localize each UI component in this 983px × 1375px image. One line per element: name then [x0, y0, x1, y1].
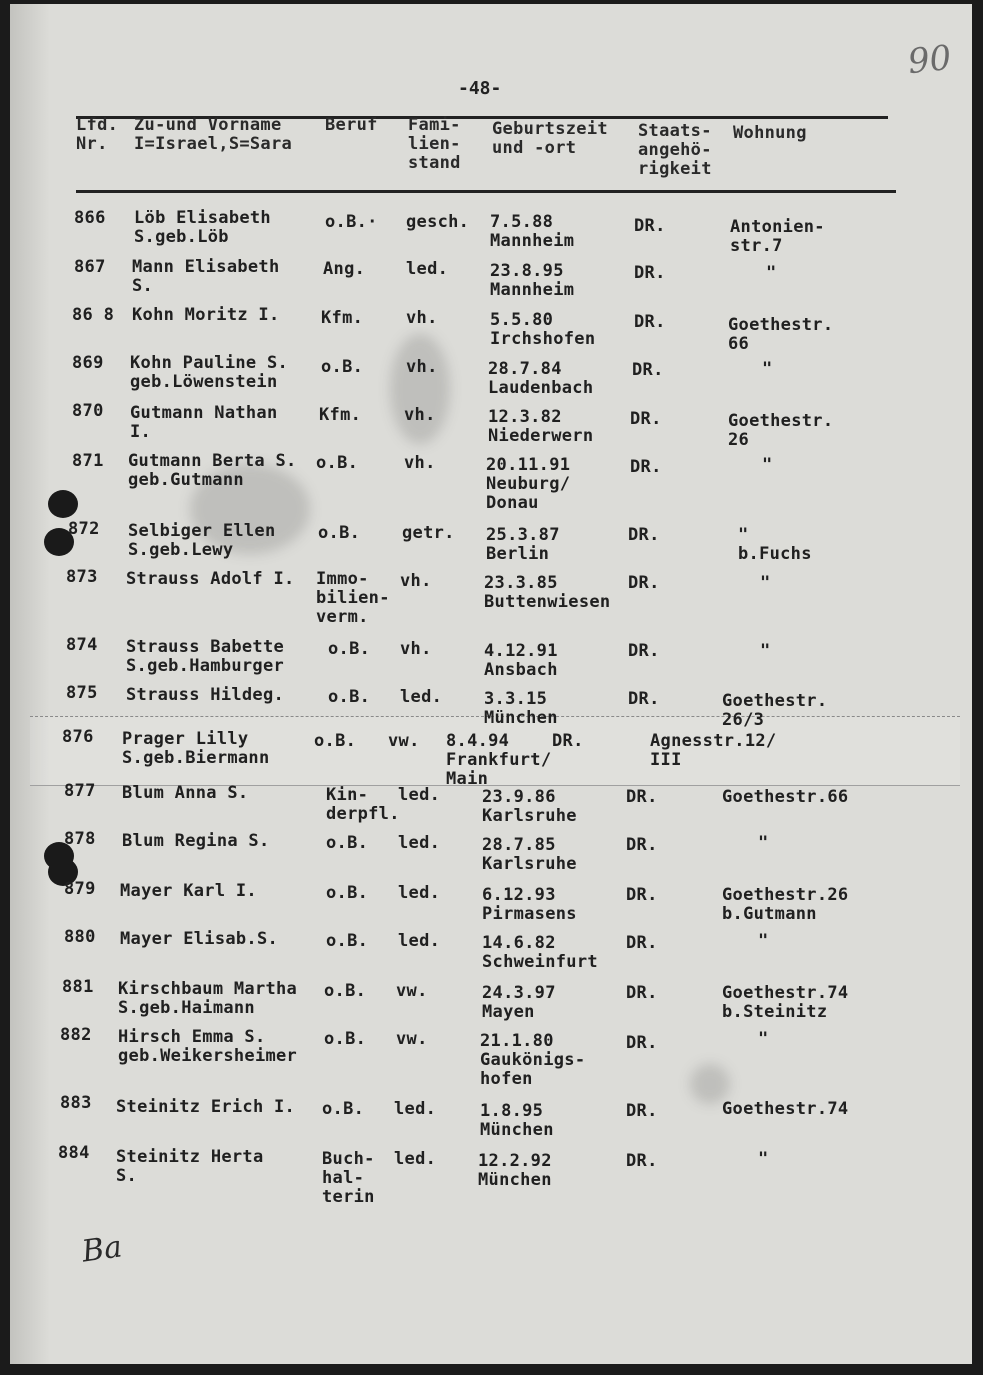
ink-smudge: [390, 334, 450, 444]
row-staat: DR.: [626, 933, 658, 953]
row-nr: 883: [60, 1093, 92, 1113]
row-geburt: 21.1.80 Gaukönigs- hofen: [480, 1031, 586, 1089]
row-name: Kirschbaum Martha S.geb.Haimann: [118, 979, 298, 1018]
row-stand: led.: [394, 1149, 437, 1169]
row-nr: 867: [74, 257, 106, 277]
row-wohnung: ": [758, 1029, 769, 1049]
row-staat: DR.: [626, 1033, 658, 1053]
row-wohnung: ": [758, 931, 769, 951]
row-geburt: 5.5.80 Irchshofen: [490, 310, 596, 349]
row-nr: 875: [66, 683, 98, 703]
row-beruf: o.B.: [314, 731, 357, 751]
handwritten-initials: Ba: [79, 1229, 125, 1270]
row-nr: 882: [60, 1025, 92, 1045]
row-geburt: 6.12.93 Pirmasens: [482, 885, 577, 924]
page-number: -48-: [458, 78, 502, 99]
row-geburt: 28.7.84 Laudenbach: [488, 359, 594, 398]
row-nr: 872: [68, 519, 100, 539]
row-stand: vh.: [406, 357, 438, 377]
row-beruf: o.B.: [318, 523, 361, 543]
row-staat: DR.: [552, 731, 584, 751]
row-staat: DR.: [634, 263, 666, 283]
row-stand: vw.: [388, 731, 420, 751]
row-wohnung: ": [762, 455, 773, 475]
row-geburt: 14.6.82 Schweinfurt: [482, 933, 598, 972]
row-nr: 871: [72, 451, 104, 471]
row-wohnung: ": [760, 641, 771, 661]
row-geburt: 7.5.88 Mannheim: [490, 212, 575, 251]
ink-smudge: [690, 1064, 730, 1104]
row-wohnung: ": [762, 359, 773, 379]
row-staat: DR.: [626, 983, 658, 1003]
punch-hole: [48, 490, 78, 518]
header-bottom-rule: [76, 190, 896, 193]
row-wohnung: ": [760, 573, 771, 593]
row-name: Steinitz Erich I.: [116, 1097, 296, 1117]
row-name: Kohn Pauline S. geb.Löwenstein: [130, 353, 289, 392]
row-geburt: 23.8.95 Mannheim: [490, 261, 575, 300]
page-shadow: [10, 4, 50, 1364]
row-stand: vh.: [406, 308, 438, 328]
col-header-familienstand: Fami- lien- stand: [408, 115, 461, 173]
row-wohnung: Goethestr. 66: [728, 315, 834, 354]
row-staat: DR.: [628, 525, 660, 545]
row-beruf: o.B.: [326, 833, 369, 853]
col-header-name: Zu-und Vorname I=Israel,S=Sara: [134, 115, 293, 154]
row-name: Löb Elisabeth S.geb.Löb: [134, 208, 271, 247]
row-nr: 881: [62, 977, 94, 997]
row-stand: gesch.: [406, 212, 470, 232]
row-geburt: 23.3.85 Buttenwiesen: [484, 573, 611, 612]
row-beruf: o.B.: [324, 1029, 367, 1049]
row-staat: DR.: [626, 1101, 658, 1121]
row-nr: 878: [64, 829, 96, 849]
row-wohnung: " b.Fuchs: [738, 525, 812, 564]
row-wohnung: ": [758, 833, 769, 853]
row-stand: led.: [398, 931, 441, 951]
row-beruf: Kfm.: [321, 308, 364, 328]
col-header-beruf: Beruf: [325, 115, 378, 135]
col-header-staat: Staats- angehö- rigkeit: [638, 121, 712, 179]
row-staat: DR.: [626, 787, 658, 807]
row-stand: vh.: [404, 405, 436, 425]
row-name: Mayer Elisab.S.: [120, 929, 279, 949]
row-nr: 873: [66, 567, 98, 587]
row-staat: DR.: [628, 573, 660, 593]
row-wohnung: Agnesstr.12/ III: [650, 731, 777, 770]
document-page: [10, 4, 972, 1364]
row-staat: DR.: [626, 885, 658, 905]
row-name: Blum Regina S.: [122, 831, 270, 851]
row-name: Mann Elisabeth S.: [132, 257, 280, 296]
row-geburt: 20.11.91 Neuburg/ Donau: [486, 455, 571, 513]
col-header-wohnung: Wohnung: [733, 123, 807, 143]
row-geburt: 24.3.97 Mayen: [482, 983, 556, 1022]
row-stand: vw.: [396, 981, 428, 1001]
row-wohnung: Goethestr. 26: [728, 411, 834, 450]
row-beruf: o.B.: [326, 931, 369, 951]
row-staat: DR.: [632, 360, 664, 380]
row-name: Gutmann Berta S.: [128, 451, 297, 471]
row-stand: led.: [406, 259, 449, 279]
row-staat: DR.: [634, 312, 666, 332]
row-geburt: 12.2.92 München: [478, 1151, 552, 1190]
handwritten-page-number: 90: [906, 37, 954, 83]
row-staat: DR.: [628, 689, 660, 709]
row-beruf: Ang.: [323, 259, 366, 279]
col-header-geburt: Geburtszeit und -ort: [492, 119, 608, 158]
row-beruf: Kin- derpfl.: [326, 785, 400, 824]
row-wohnung: Goethestr.74: [722, 1099, 849, 1119]
row-stand: led.: [398, 883, 441, 903]
row-name: Strauss Babette S.geb.Hamburger: [126, 637, 285, 676]
col-header-lfd-nr: Lfd. Nr.: [76, 115, 119, 154]
row-stand: led.: [398, 785, 441, 805]
row-stand: led.: [400, 687, 443, 707]
row-geburt: 12.3.82 Niederwern: [488, 407, 594, 446]
row-nr: 884: [58, 1143, 90, 1163]
row-geburt: 25.3.87 Berlin: [486, 525, 560, 564]
row-name: Blum Anna S.: [122, 783, 249, 803]
row-staat: DR.: [628, 641, 660, 661]
row-geburt: 3.3.15 München: [484, 689, 558, 728]
row-beruf: o.B.: [316, 453, 359, 473]
row-nr: 877: [64, 781, 96, 801]
row-beruf: Immo- bilien- verm.: [316, 569, 390, 627]
row-beruf: Kfm.: [319, 405, 362, 425]
row-wohnung: Goethestr.74 b.Steinitz: [722, 983, 849, 1022]
row-nr: 869: [72, 353, 104, 373]
row-wohnung: Goethestr. 26/3: [722, 691, 828, 730]
row-staat: DR.: [634, 216, 666, 236]
row-beruf: o.B.·: [325, 212, 378, 232]
row-geburt: 23.9.86 Karlsruhe: [482, 787, 577, 826]
row-staat: DR.: [626, 1151, 658, 1171]
row-nr: 874: [66, 635, 98, 655]
row-name: Selbiger Ellen S.geb.Lewy: [128, 521, 276, 560]
row-staat: DR.: [630, 409, 662, 429]
row-wohnung: Goethestr.66: [722, 787, 849, 807]
row-nr: 870: [72, 401, 104, 421]
row-name: Mayer Karl I.: [120, 881, 257, 901]
row-stand: vh.: [404, 453, 436, 473]
row-stand: led.: [398, 833, 441, 853]
row-beruf: o.B.: [324, 981, 367, 1001]
row-geburt: 1.8.95 München: [480, 1101, 554, 1140]
row-staat: DR.: [626, 835, 658, 855]
row-nr: 876: [62, 727, 94, 747]
row-stand: vw.: [396, 1029, 428, 1049]
row-nr: 880: [64, 927, 96, 947]
row-name: Gutmann Nathan I.: [130, 403, 278, 442]
row-stand: vh.: [400, 639, 432, 659]
row-beruf: o.B.: [321, 357, 364, 377]
row-geburt: 8.4.94 Frankfurt/ Main: [446, 731, 552, 789]
row-name: Kohn Moritz I.: [132, 305, 280, 325]
row-wohnung: ": [758, 1149, 769, 1169]
row-nr: 866: [74, 208, 106, 228]
row-wohnung: Antonien- str.7: [730, 217, 825, 256]
row-beruf: o.B.: [328, 687, 371, 707]
row-name: Prager Lilly S.geb.Biermann: [122, 729, 270, 768]
row-geburt: 4.12.91 Ansbach: [484, 641, 558, 680]
row-nr: 86 8: [72, 305, 115, 325]
row-beruf: Buch- hal- terin: [322, 1149, 375, 1207]
row-wohnung: ": [766, 263, 777, 283]
row-beruf: o.B.: [328, 639, 371, 659]
row-name: Strauss Adolf I.: [126, 569, 295, 589]
row-name: Strauss Hildeg.: [126, 685, 285, 705]
row-staat: DR.: [630, 457, 662, 477]
row-name-line2: geb.Gutmann: [128, 470, 244, 490]
row-stand: vh.: [400, 571, 432, 591]
row-stand: getr.: [402, 523, 455, 543]
row-beruf: o.B.: [326, 883, 369, 903]
row-beruf: o.B.: [322, 1099, 365, 1119]
row-geburt: 28.7.85 Karlsruhe: [482, 835, 577, 874]
row-name: Steinitz Herta S.: [116, 1147, 264, 1186]
row-wohnung: Goethestr.26 b.Gutmann: [722, 885, 849, 924]
row-name: Hirsch Emma S. geb.Weikersheimer: [118, 1027, 298, 1066]
row-nr: 879: [64, 879, 96, 899]
row-stand: led.: [394, 1099, 437, 1119]
